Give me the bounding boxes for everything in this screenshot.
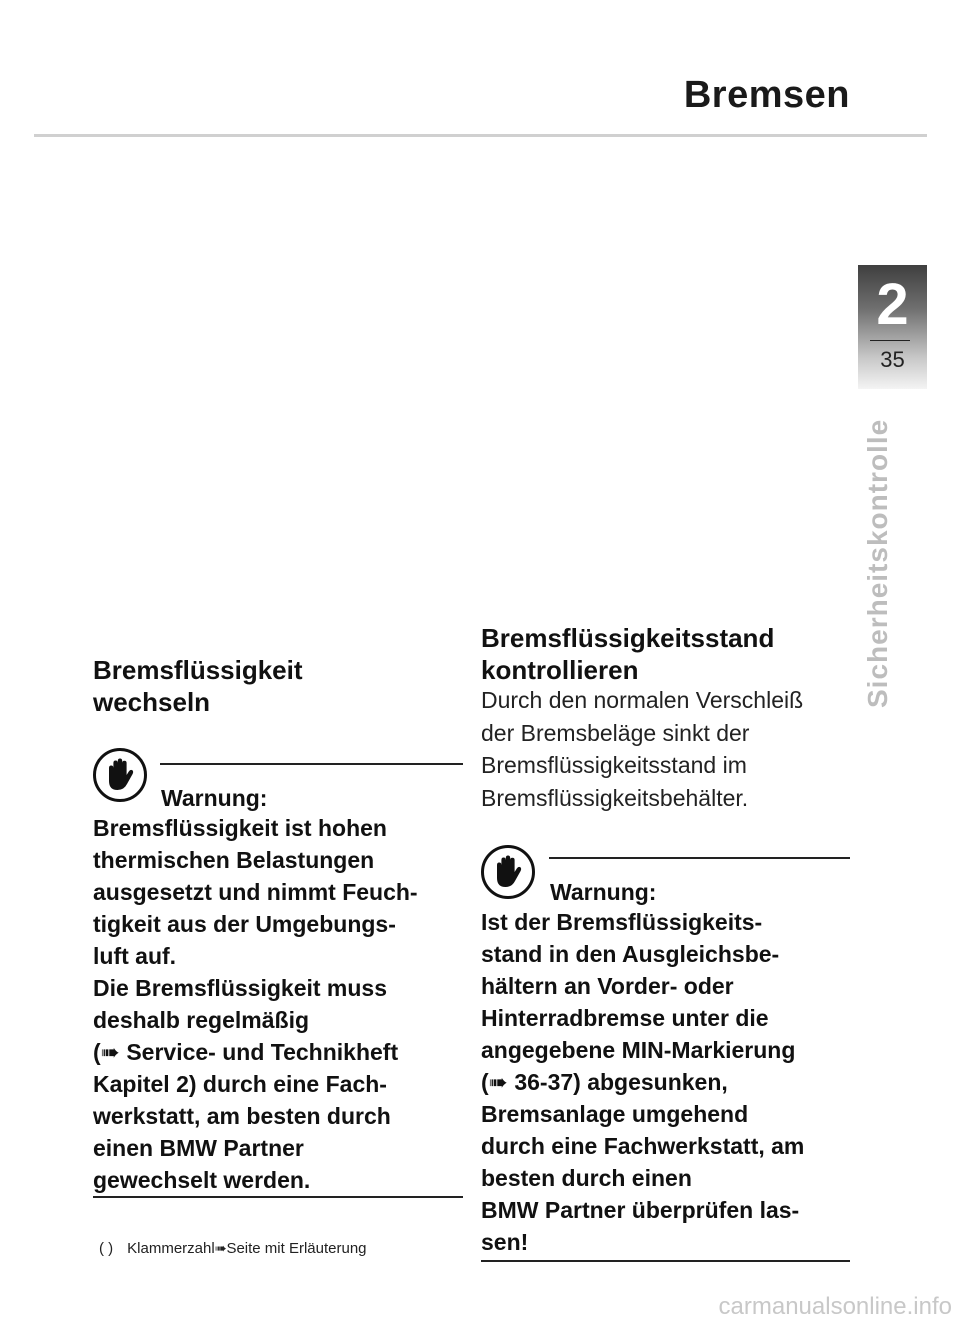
arrow-right-icon: ➠	[214, 1240, 227, 1256]
left-end-rule	[93, 1196, 463, 1198]
right-warning-rule	[549, 857, 850, 859]
right-warning-label: Warnung:	[550, 879, 657, 905]
stop-hand-icon	[93, 748, 147, 802]
chapter-separator	[870, 340, 910, 341]
right-heading: Bremsflüssigkeitsstand kontrollieren	[481, 623, 775, 685]
right-end-rule	[481, 1260, 850, 1262]
stop-hand-icon	[481, 845, 535, 899]
left-warning-label: Warnung:	[161, 785, 268, 811]
footnote	[99, 1240, 367, 1257]
footnote-text-a: Klammerzahl	[127, 1240, 215, 1257]
footnote-text-b: Seite mit Erläuterung	[226, 1240, 367, 1257]
watermark: carmanualsonline.info	[718, 1293, 952, 1320]
left-warning-text: Bremsflüssigkeit ist hohen thermischen Belastungen ausgesetzt und nimmt Feuch- tigkeit aus der Umgebungs- luft auf. Die Bremsflüssigkeit muss deshalb regelmäßig (➠ Service- und Technikheft Kapitel 2) durch eine Fach- werkstatt, am besten durch einen BMW Partner gewechselt werden.	[93, 815, 418, 1193]
page-header-title: Bremsen	[683, 74, 850, 116]
right-intro-text: Durch den normalen Verschleiß der Bremsbeläge sinkt der Bremsflüssigkeitsstand im Bremsflüssigkeitsbehälter.	[481, 687, 804, 811]
footnote-parens: ( )	[99, 1240, 114, 1257]
left-warning-rule	[160, 763, 463, 765]
page-number: 35	[880, 347, 905, 372]
header-rule	[34, 134, 927, 137]
left-heading: Bremsflüssigkeit wechseln	[93, 655, 303, 717]
right-warning-text: Ist der Bremsflüssigkeits- stand in den Ausgleichsbe- hältern an Vorder- oder Hinterradbremse unter die angegebene MIN-Markierung (➠ 36-37) abgesunken, Bremsanlage umgehend durch eine Fachwerkstatt, am besten durch einen BMW Partner überprüfen las- sen!	[481, 909, 805, 1255]
side-section-label: Sicherheitskontrolle	[862, 418, 893, 708]
chapter-number: 2	[876, 272, 909, 337]
